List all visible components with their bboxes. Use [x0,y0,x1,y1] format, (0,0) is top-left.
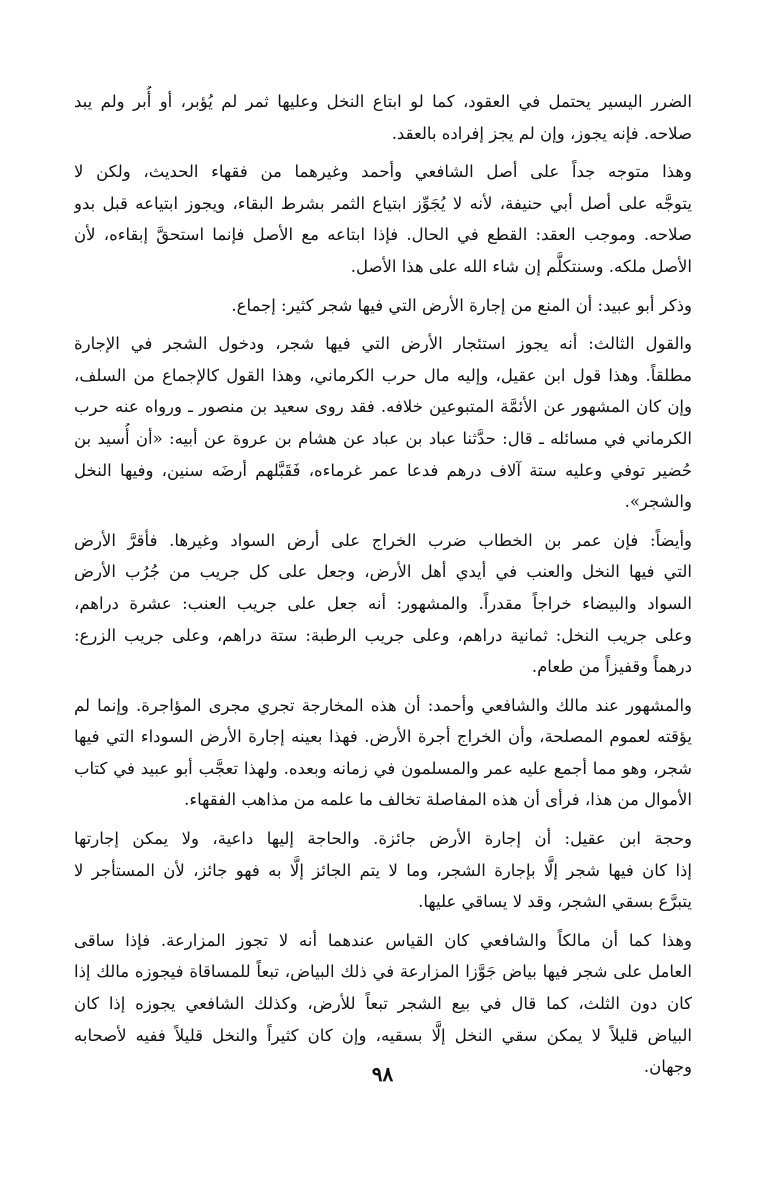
text-line: شجر، وهو مما أجمع عليه عمر والمسلمون في زمانه وبعده. ولهذا تعجَّب أبو عبيد في كتاب [74,758,692,778]
text-line: حُضير توفي وعليه ستة آلاف درهم فدعا عمر غرماءه، فَقَبَّلهم أرضَه سنين، وفيها النخل [74,460,692,480]
page-number: ٩٨ [371,1062,394,1086]
text-line: البياض قليلاً لا يمكن سقي النخل إلَّا بسقيه، وإن كان كثيراً والنخل قليلاً ففيه لأصحابه [74,1025,692,1045]
paragraph-2 [74,156,692,282]
text-line: وعلى جريب النخل: ثمانية دراهم، وعلى جريب الرطبة: ستة دراهم، وعلى جريب الزرع: [74,625,692,645]
text-line: وأيضاً: فإن عمر بن الخطاب ضرب الخراج على أرض السواد وغيرها. فأقرَّ الأرض [74,530,692,550]
text-line: وذكر أبو عبيد: أن المنع من إجارة الأرض التي فيها شجر كثير: إجماع. [231,295,692,315]
body-text [74,86,692,1090]
text-line: الكرماني في مسائله ـ قال: حدَّثنا عباد بن عباد عن هشام بن عروة عن أبيه: «أن أُسيد بن [74,428,692,448]
text-line: الأموال من هذا، فرأى أن هذه المفاصلة تخالف ما علمه من مذاهب الفقهاء. [184,790,692,810]
text-line: درهماً وقفيزاً من طعام. [531,657,692,677]
text-line: والشجر». [624,492,692,512]
text-line: وإن كان المشهور عن الأئمَّة المتبوعين خلافه. فقد روى سعيد بن منصور ـ ورواه عنه حرب [74,397,692,417]
text-line: صلاحه. وموجب العقد: القطع في الحال. فإذا ابتاعه مع الأصل فإنما استحقَّ إبقاءه، لأن [74,225,692,245]
paragraph-1 [74,86,692,149]
text-line: إذا كان فيها شجر إلَّا بإجارة الشجر، وما لا يتم الجائز إلَّا به فهو جائز، لأن المستأجر لا [74,860,692,880]
paragraph-3 [74,290,692,322]
text-line: يتوجَّه على أصل أبي حنيفة، لأنه لا يُجَوِّز ابتياع الثمر بشرط البقاء، ويجوز ابتياعه قبل بدو [74,193,692,213]
text-line: الضرر اليسير يحتمل في العقود، كما لو ابتاع النخل وعليها ثمر لم يُؤبر، أو أُبر ولم يبد [74,92,692,111]
text-line: كان دون الثلث، كما قال في بيع الشجر تبعاً للأرض، وكذلك الشافعي يجوزه إذا كان [74,994,692,1014]
text-line: والقول الثالث: أنه يجوز استئجار الأرض التي فيها شجر، ودخول الشجر في الإجارة [74,334,692,354]
text-line: يتبرَّع بسقي الشجر، وقد لا يساقي عليها. [418,892,692,912]
text-line: وجهان. [643,1057,692,1077]
paragraph-5 [74,525,692,683]
paragraph-4 [74,328,692,518]
text-line: الأصل ملكه. وسنتكلَّم إن شاء الله على هذا الأصل. [350,256,692,276]
paragraph-6 [74,690,692,816]
paragraph-7 [74,823,692,918]
text-line: يؤقته لعموم المصلحة، وأن الخراج أجرة الأرض. فهذا بعينه إجارة الأرض السوداء التي فيها [74,727,692,747]
text-line: السواد والبيضاء خراجاً مقدراً. والمشهور: أنه جعل على جريب العنب: عشرة دراهم، [74,593,692,613]
text-line: وهذا كما أن مالكاً والشافعي كان القياس عندهما أنه لا تجوز المزارعة. فإذا ساقى [74,930,692,950]
text-line: وهذا متوجه جداً على أصل الشافعي وأحمد وغيرهما من فقهاء الحديث، ولكن لا [74,162,692,182]
text-line: مطلقاً. وهذا قول ابن عقيل، وإليه مال حرب الكرماني، وهذا القول كالإجماع من السلف، [74,365,692,385]
text-line: العامل على شجر فيها بياض جَوَّزا المزارعة في ذلك البياض، تبعاً للمساقاة فيجوزه مالك إذا [74,962,692,982]
text-line: التي فيها النخل والعنب في أيدي أهل الأرض، وجعل على كل جريب من جُرُب الأرض [74,562,692,582]
text-line: والمشهور عند مالك والشافعي وأحمد: أن هذه المخارجة تجري مجرى المؤاجرة. وإنما لم [74,695,692,715]
text-line: وحجة ابن عقيل: أن إجارة الأرض جائزة. والحاجة إليها داعية، ولا يمكن إجارتها [74,829,692,849]
text-line: صلاحه. فإنه يجوز، وإن لم يجز إفراده بالعقد. [391,123,692,143]
paragraph-8 [74,925,692,1083]
